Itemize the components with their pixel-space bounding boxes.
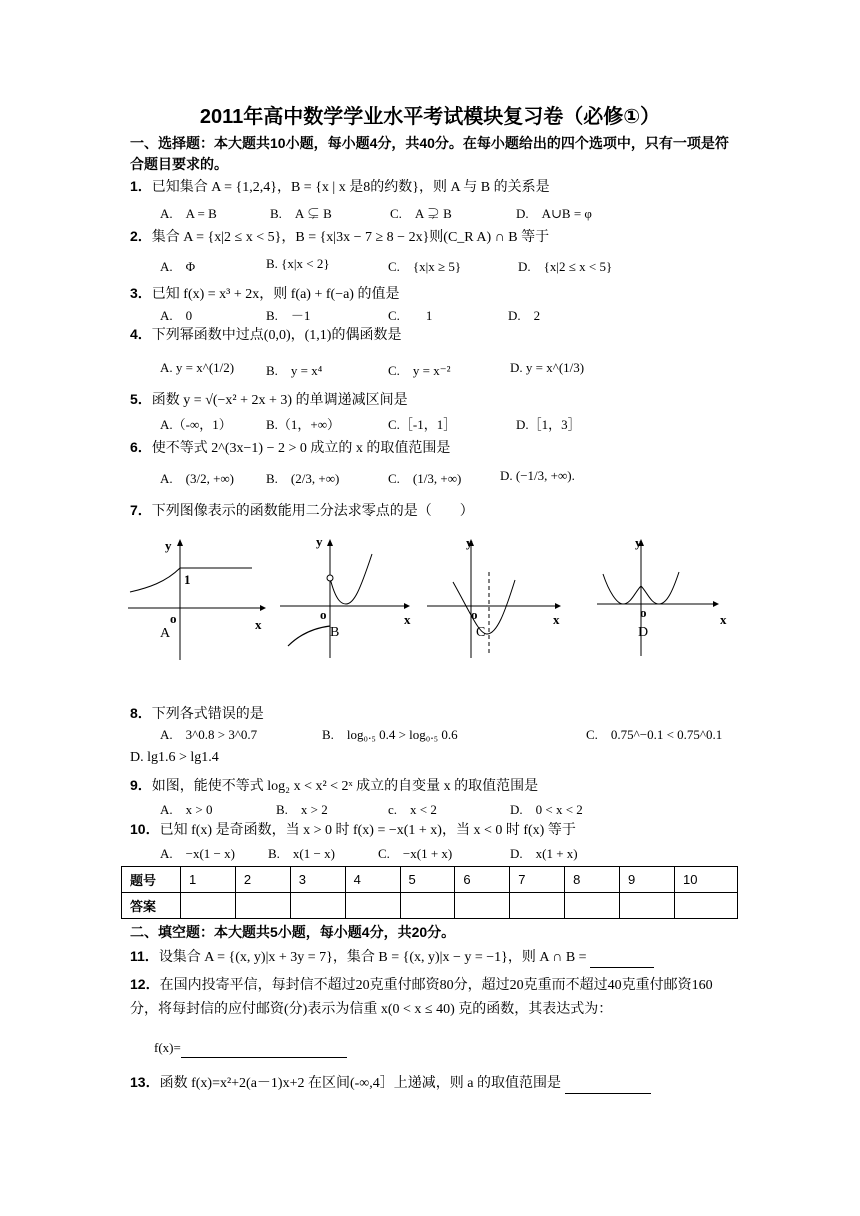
- option-d[interactable]: D. A∪B = φ: [516, 206, 592, 221]
- table-row-numbers: [122, 867, 738, 893]
- origin-label: o: [320, 607, 327, 622]
- option-b[interactable]: B. A ⊊ B: [270, 206, 332, 221]
- question-number: 7．: [130, 502, 152, 518]
- question-5: [130, 389, 750, 411]
- option-b[interactable]: B. －1: [266, 308, 311, 323]
- question-1: [130, 176, 750, 198]
- option-d[interactable]: D. {x|2 ≤ x < 5}: [518, 259, 613, 274]
- curve-left: [130, 568, 180, 592]
- option-c[interactable]: C.［-1，1］: [388, 417, 457, 432]
- answer-cell[interactable]: [235, 893, 290, 919]
- table-cell: 9: [620, 867, 675, 893]
- option-b[interactable]: B. {x|x < 2}: [266, 256, 330, 271]
- y-label: y: [316, 534, 323, 549]
- answer-cell[interactable]: [345, 893, 400, 919]
- fx-label: f(x)=: [154, 1040, 181, 1055]
- question-7: [130, 500, 750, 522]
- option-a[interactable]: A.（-∞，1）: [160, 417, 232, 432]
- options-9: [160, 799, 760, 821]
- question-number: 12．: [130, 976, 160, 992]
- table-row-answers: [122, 893, 738, 919]
- answer-cell[interactable]: [565, 893, 620, 919]
- x-label: x: [404, 612, 411, 627]
- question-number: 9．: [130, 777, 152, 793]
- y-label: y: [466, 535, 473, 550]
- table-cell: 7: [510, 867, 565, 893]
- option-b[interactable]: B. x(1 − x): [268, 846, 335, 861]
- y-label: y: [165, 538, 172, 553]
- answer-table: [121, 866, 738, 919]
- question-text: 如图，能使不等式 log₂ x < x² < 2ˣ 成立的自变量 x 的取值范围是: [151, 779, 539, 794]
- graph-label-a: A: [160, 626, 171, 641]
- graph-label-c: C: [476, 625, 486, 640]
- question-9: [130, 775, 750, 797]
- option-a[interactable]: A. −x(1 − x): [160, 846, 235, 861]
- answer-cell[interactable]: [675, 893, 738, 919]
- x-axis-arrow: [404, 603, 410, 609]
- question-number: 4．: [130, 326, 152, 342]
- option-b[interactable]: B. x > 2: [276, 802, 328, 817]
- option-c[interactable]: c. x < 2: [388, 802, 437, 817]
- x-axis-arrow: [555, 603, 561, 609]
- graph-a[interactable]: [128, 530, 268, 665]
- question-text: 函数 f(x)=x²+2(a－1)x+2 在区间(-∞,4］上递减，则 a 的取值范围是: [159, 1076, 562, 1091]
- option-d[interactable]: D. 0 < x < 2: [510, 802, 583, 817]
- section1-heading: 一、选择题：本大题共10小题，每小题4分，共40分。在每小题给出的四个选项中，只有一项是符合题目要求的。: [130, 135, 729, 172]
- options-6: [160, 468, 760, 490]
- option-c[interactable]: C. 1: [388, 308, 433, 323]
- option-b[interactable]: B. (2/3, +∞): [266, 471, 340, 486]
- answer-cell[interactable]: [400, 893, 455, 919]
- table-cell: 1: [181, 867, 236, 893]
- origin-label: o: [170, 611, 177, 626]
- option-c[interactable]: C. (1/3, +∞): [388, 471, 462, 486]
- table-cell: 6: [455, 867, 510, 893]
- section2-heading: 二、填空题：本大题共5小题，每小题4分，共20分。: [130, 924, 456, 940]
- table-cell: 2: [235, 867, 290, 893]
- option-c[interactable]: C. y = x⁻²: [388, 363, 451, 378]
- graph-c[interactable]: [425, 530, 565, 665]
- question-text: 集合 A = {x|2 ≤ x < 5}，B = {x|3x − 7 ≥ 8 − 2x}则(C_R A) ∩ B 等于: [151, 230, 550, 245]
- question-text: 下列各式错误的是: [151, 707, 264, 722]
- answer-blank[interactable]: [565, 1093, 651, 1094]
- option-c[interactable]: C. A ⊋ B: [390, 206, 452, 221]
- option-b[interactable]: B. y = x⁴: [266, 363, 323, 378]
- question-8: [130, 703, 750, 725]
- x-axis-arrow: [713, 601, 719, 607]
- open-point: [327, 575, 333, 581]
- y-axis-arrow: [177, 539, 183, 546]
- question-text: 下列幂函数中过点(0,0)，(1,1)的偶函数是: [151, 328, 402, 343]
- answer-blank[interactable]: [590, 967, 654, 968]
- option-b[interactable]: B.（1，+∞）: [266, 417, 341, 432]
- y-axis-arrow: [327, 539, 333, 546]
- one-label: 1: [184, 572, 191, 587]
- origin-label: o: [640, 605, 647, 620]
- answer-blank[interactable]: [181, 1057, 347, 1058]
- question-number: 3．: [130, 285, 152, 301]
- option-d[interactable]: D.［1，3］: [516, 417, 581, 432]
- curve-left: [288, 626, 330, 646]
- table-cell: 5: [400, 867, 455, 893]
- options-8: [160, 724, 760, 746]
- option-d[interactable]: D. 2: [508, 308, 541, 323]
- graph-label-d: D: [638, 625, 649, 640]
- options-1: [160, 203, 760, 225]
- question-text: 使不等式 2^(3x−1) − 2 > 0 成立的 x 的取值范围是: [151, 441, 451, 456]
- question-text: 已知集合 A = {1,2,4}，B = {x | x 是8的约数}，则 A 与 B 的关系是: [151, 180, 550, 195]
- row-label: 答案: [122, 893, 181, 919]
- origin-label: o: [471, 607, 478, 622]
- option-b[interactable]: B. log₀.₅ 0.4 > log₀.₅ 0.6: [322, 727, 458, 742]
- question-text: 已知 f(x) = x³ + 2x，则 f(a) + f(−a) 的值是: [151, 287, 400, 302]
- question-6: [130, 437, 750, 459]
- option-d[interactable]: D. x(1 + x): [510, 846, 578, 861]
- option-a[interactable]: A. 3^0.8 > 3^0.7: [160, 727, 258, 742]
- question-11: [130, 946, 750, 968]
- x-label: x: [720, 612, 727, 627]
- question-number: 8．: [130, 705, 152, 721]
- y-label: y: [635, 535, 642, 550]
- options-2: [160, 256, 760, 278]
- option-c[interactable]: C. −x(1 + x): [378, 846, 453, 861]
- question-number: 5．: [130, 391, 152, 407]
- table-cell: 3: [290, 867, 345, 893]
- option-d[interactable]: D. lg1.6 > lg1.4: [130, 750, 219, 765]
- option-a[interactable]: A. Φ: [160, 259, 196, 274]
- options-5: [160, 414, 760, 436]
- option-c[interactable]: C. 0.75^−0.1 < 0.75^0.1: [586, 727, 723, 742]
- question-number: 11．: [130, 948, 159, 964]
- question-13: [130, 1072, 750, 1094]
- question-text: 下列图像表示的函数能用二分法求零点的是（ ）: [151, 504, 474, 519]
- option-a[interactable]: A. 0: [160, 308, 193, 323]
- option-d-line: [130, 748, 750, 768]
- option-d[interactable]: D. (−1/3, +∞).: [500, 468, 575, 483]
- table-cell: 10: [675, 867, 738, 893]
- options-4: [160, 360, 760, 382]
- question-12: [130, 972, 730, 1022]
- question-number: 10．: [130, 821, 160, 837]
- graph-b[interactable]: [280, 530, 415, 665]
- question-text: 已知 f(x) 是奇函数，当 x > 0 时 f(x) = −x(1 + x)，当 x < 0 时 f(x) 等于: [159, 823, 576, 838]
- question-4: [130, 324, 750, 346]
- page-title: 2011年高中数学学业水平考试模块复习卷（必修①）: [199, 106, 661, 128]
- option-d[interactable]: D. y = x^(1/3): [510, 360, 585, 375]
- question-number: 13．: [130, 1074, 160, 1090]
- option-a[interactable]: A. (3/2, +∞): [160, 471, 235, 486]
- option-a[interactable]: A. y = x^(1/2): [160, 360, 235, 375]
- answer-cell[interactable]: [620, 893, 675, 919]
- answer-cell[interactable]: [181, 893, 236, 919]
- option-a[interactable]: A. x > 0: [160, 802, 213, 817]
- options-10: [160, 843, 760, 865]
- option-a[interactable]: A. A = B: [160, 206, 217, 221]
- question-number: 6．: [130, 439, 152, 455]
- x-axis-arrow: [260, 605, 266, 611]
- option-c[interactable]: C. {x|x ≥ 5}: [388, 259, 462, 274]
- question-text: 函数 y = √(−x² + 2x + 3) 的单调递减区间是: [151, 393, 408, 408]
- question-12-answer: [154, 1038, 774, 1058]
- answer-cell[interactable]: [510, 893, 565, 919]
- question-number: 1．: [130, 178, 152, 194]
- curve-right: [330, 554, 372, 604]
- answer-cell[interactable]: [290, 893, 345, 919]
- graph-label-b: B: [330, 625, 340, 640]
- table-cell: 8: [565, 867, 620, 893]
- question-3: [130, 283, 750, 305]
- question-10: [130, 819, 750, 841]
- answer-cell[interactable]: [455, 893, 510, 919]
- row-label: 题号: [122, 867, 181, 893]
- table-cell: 4: [345, 867, 400, 893]
- question-text: 设集合 A = {(x, y)|x + 3y = 7}，集合 B = {(x, y)|x − y = −1}，则 A ∩ B =: [158, 950, 587, 965]
- question-2: [130, 226, 750, 248]
- graph-d[interactable]: [595, 530, 730, 665]
- x-label: x: [553, 612, 560, 627]
- x-label: x: [255, 617, 262, 632]
- question-text: 在国内投寄平信，每封信不超过20克重付邮资80分，超过20克重而不超过40克重付邮资160分，将每封信的应付邮资(分)表示为信重 x(0 < x ≤ 40) 克的函数，其表达式为：: [130, 978, 713, 1017]
- question-number: 2．: [130, 228, 152, 244]
